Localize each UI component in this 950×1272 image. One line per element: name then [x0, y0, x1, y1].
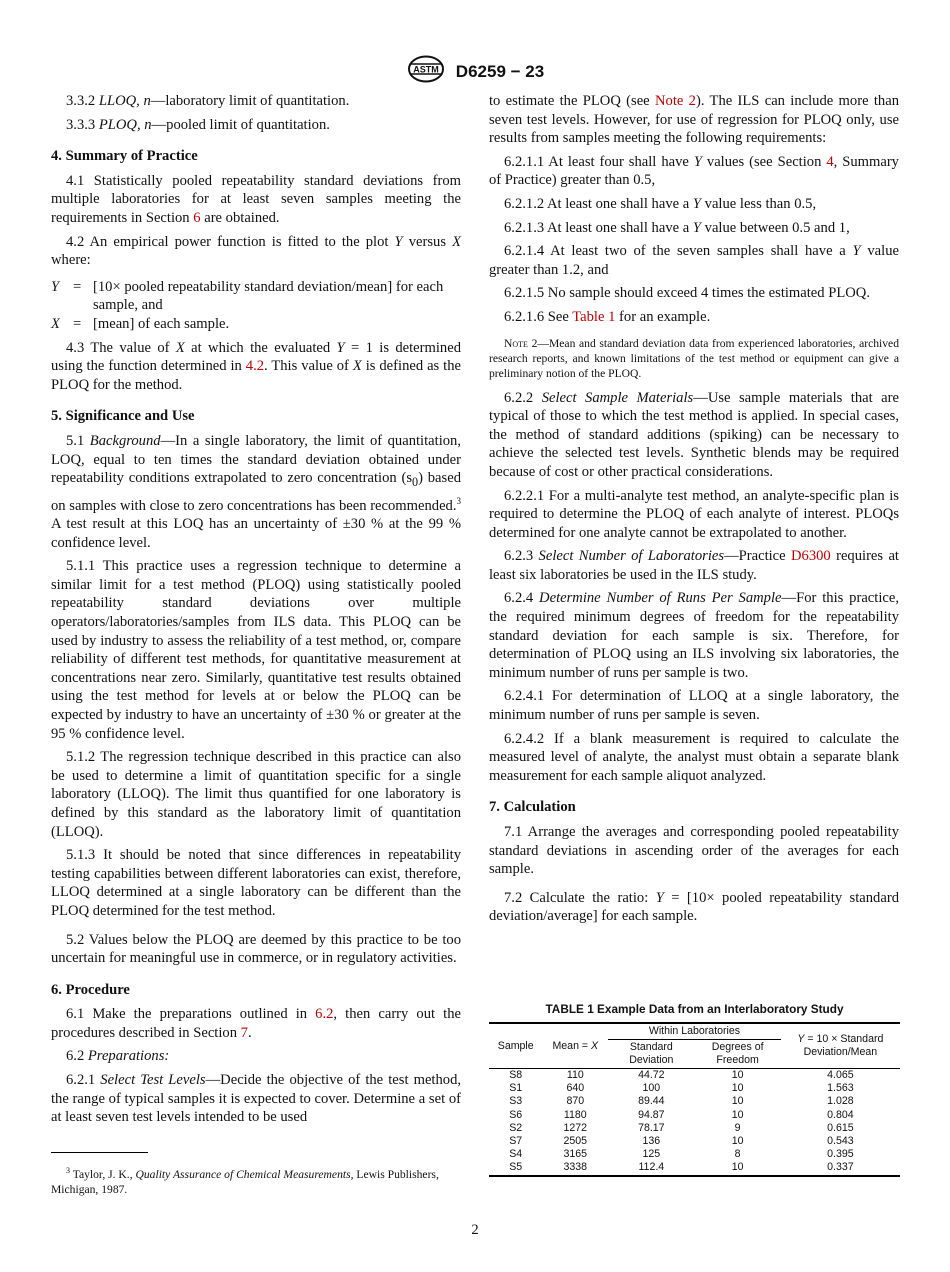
- table-cell: S2: [509, 1121, 523, 1134]
- table-cell: S8: [509, 1069, 523, 1081]
- def-x-equals: =: [73, 315, 82, 332]
- paragraph-5-1-3: 5.1.3 It should be noted that since differences in repeatability testing capabilities between different laboratories can exist, therefore, LLOQ determined at a single laboratory can be different than the PLOQ determined for the test method.: [51, 847, 461, 919]
- col-header-sample: Sample: [489, 1023, 542, 1069]
- paragraph-6-2-4-2: 6.2.4.2 If a blank measurement is required to calculate the measured level of analyte, the analyst must obtain a separate blank measurement for each sample aliquot analyzed.: [489, 730, 899, 784]
- table-row: [489, 1069, 900, 1083]
- paragraph-6-2-1-4: 6.2.1.4 At least two of the seven samples shall have a Y value greater than 1.2, and: [489, 243, 899, 278]
- table-row: [489, 1109, 900, 1122]
- col-header-dof: Degrees of Freedom: [694, 1040, 780, 1069]
- def-y-symbol: Y: [51, 278, 60, 295]
- paragraph-6-2-1-6: 6.2.1.6 See Table 1 for an example.: [504, 308, 711, 325]
- table-cell: 8: [734, 1148, 741, 1161]
- table-title: TABLE 1 Example Data from an Interlaboratory Study: [545, 1002, 844, 1016]
- table-row: [489, 1161, 900, 1175]
- footnote-ref-3: 3: [456, 495, 461, 506]
- table-row: [489, 1135, 900, 1148]
- table-cell: S4: [509, 1148, 523, 1161]
- right-column: [489, 92, 899, 931]
- table-cell: 136: [642, 1135, 661, 1148]
- table-cell: 100: [642, 1082, 661, 1095]
- paragraph-7-1: 7.1 Arrange the averages and corresponding pooled repeatability standard deviations in ascending order of the averages for each sample.: [489, 824, 899, 878]
- paragraph-6-2-2-1: 6.2.2.1 For a multi-analyte test method, an analyte-specific plan is required to determine the PLOQ of each analyte of interest. PLOQs determined for one analyte cannot be extrapolated to another.: [489, 487, 899, 541]
- table-cell: 10: [731, 1095, 744, 1108]
- section-4-heading: 4. Summary of Practice: [51, 148, 198, 165]
- table-cell: 125: [642, 1148, 661, 1161]
- section-7-link[interactable]: 7: [240, 1024, 248, 1041]
- table-cell: 2505: [563, 1135, 588, 1148]
- document-number: D6259 − 23: [455, 61, 545, 81]
- table-cell: 10: [731, 1135, 744, 1148]
- table-cell: S1: [509, 1082, 523, 1095]
- paragraph-5-2: 5.2 Values below the PLOQ are deemed by this practice to be too uncertain for meaningful use in commerce, or in regulatory activities.: [51, 931, 461, 967]
- paragraph-4-2: 4.2 An empirical power function is fitted to the plot Y versus X where:: [51, 233, 461, 269]
- table-cell: 4.065: [827, 1069, 854, 1081]
- table-cell: 78.17: [638, 1121, 665, 1134]
- table-cell: S5: [489, 1161, 542, 1175]
- paragraph-6-2-1-continued: to estimate the PLOQ (see Note 2). The ILS can include more than seven test levels. However, for use of regression for PLOQ only, use results from samples meeting the following requirements:: [489, 93, 899, 147]
- table-cell: 112.4: [608, 1161, 694, 1175]
- table-cell: 0.395: [827, 1148, 854, 1161]
- section-7-heading: 7. Calculation: [489, 799, 576, 816]
- paragraph-6-2-1-1: 6.2.1.1 At least four shall have Y values (see Section 4, Summary of Practice) greater than 0.5,: [489, 153, 899, 189]
- paragraph-6-2-4-1: 6.2.4.1 For determination of LLOQ at a single laboratory, the minimum number of runs per sample is seven.: [489, 688, 899, 724]
- col-header-y: Y = 10 × Standard Deviation/Mean: [781, 1023, 900, 1069]
- table-cell: 3165: [563, 1148, 588, 1161]
- paragraph-3-3-3: 3.3.3 PLOQ, n—pooled limit of quantitation.: [66, 116, 330, 133]
- paragraph-6-2: 6.2 Preparations:: [66, 1048, 170, 1065]
- table-cell: 0.804: [827, 1108, 854, 1121]
- table-body: [489, 1069, 900, 1176]
- table-cell: S7: [509, 1135, 523, 1148]
- page-number: 2: [471, 1222, 479, 1238]
- note-2: Note 2—Mean and standard deviation data from experienced laboratories, archived research reports, and known limitations of the test method or equipment can give a preliminary notion of the PLOQ.: [489, 336, 899, 380]
- col-header-within-labs: Within Laboratories: [608, 1023, 781, 1040]
- paragraph-5-1-2: 5.1.2 The regression technique described in this practice can also be used to determine a limit of quantitation specific for a single laboratory (LLOQ). The limit thus quantified for one laboratory is defined by this standard as the laboratory limit of quantitation (LLOQ).: [51, 749, 461, 840]
- footnote-3: $^3$ Taylor, J. K., Quality Assurance of Chemical Measurements, Lewis Publishers, Michigan, 1987.: [51, 1166, 439, 1196]
- table-cell: 10: [731, 1082, 744, 1095]
- paragraph-4-1: 4.1 Statistically pooled repeatability standard deviations from multiple laboratories for at least seven samples meeting the requirements in Section 6 are obtained.: [51, 172, 461, 226]
- note-2-link[interactable]: Note 2: [654, 93, 696, 109]
- table-cell: 1.563: [827, 1082, 854, 1095]
- footnote-divider: [51, 1152, 148, 1153]
- paragraph-6-2-1: 6.2.1 Select Test Levels—Decide the objective of the test method, the range of typical samples it is expected to cover. Determine a set of at least seven test levels intended to be used: [51, 1072, 462, 1126]
- table-row: [489, 1095, 900, 1108]
- table-cell: 110: [566, 1069, 584, 1081]
- paragraph-6-2-4: 6.2.4 Determine Number of Runs Per Sample—For this practice, the required minimum degrees of freedom for the repeatability standard deviation for each sample is six. Therefore, for determination of PLOQ using an ILS involving six laboratories, the minimum number of runs per sample is two.: [489, 590, 899, 681]
- variable-definitions: [51, 278, 461, 334]
- table-cell: 10: [694, 1161, 780, 1175]
- astm-logo-icon: [406, 54, 446, 89]
- paragraph-3-3-2: 3.3.2 LLOQ, n—laboratory limit of quantitation.: [66, 93, 350, 109]
- def-y-equals: =: [73, 278, 82, 295]
- svg-text:ASTM: ASTM: [413, 64, 439, 75]
- section-4-link[interactable]: 4: [826, 153, 834, 170]
- table-cell: 9: [734, 1121, 741, 1134]
- table-cell: 640: [566, 1082, 585, 1095]
- paragraph-4-3: 4.3 The value of X at which the evaluated Y = 1 is determined using the function determined in 4.2. This value of X is defined as the PLOQ for the method.: [51, 339, 462, 393]
- paragraph-6-2-1-5: 6.2.1.5 No sample should exceed 4 times the estimated PLOQ.: [504, 285, 870, 302]
- col-header-mean: Mean = X: [542, 1023, 608, 1069]
- section-6-heading: 6. Procedure: [51, 981, 130, 998]
- section-5-heading: 5. Significance and Use: [51, 408, 195, 425]
- left-column: [51, 92, 461, 1132]
- table-cell: 0.543: [827, 1135, 854, 1148]
- def-y-text: [10× pooled repeatability standard deviation/mean] for each sample, and: [93, 278, 444, 314]
- page-header: [0, 54, 950, 89]
- table-cell: 1180: [563, 1108, 587, 1121]
- table-row: [489, 1082, 900, 1095]
- table-cell: 89.44: [638, 1095, 665, 1108]
- col-header-std-dev: Standard Deviation: [608, 1040, 694, 1069]
- table-cell: 870: [566, 1095, 585, 1108]
- table-cell: S6: [509, 1108, 523, 1121]
- paragraph-6-1: 6.1 Make the preparations outlined in 6.2, then carry out the procedures described in Section 7.: [51, 1006, 461, 1041]
- section-6-link[interactable]: 6: [193, 209, 201, 226]
- table-1: [489, 1002, 900, 1177]
- section-6-2-link[interactable]: 6.2: [315, 1006, 334, 1023]
- table-1-link[interactable]: Table 1: [572, 308, 616, 325]
- d6300-link[interactable]: D6300: [791, 548, 831, 565]
- table-cell: S3: [509, 1095, 523, 1108]
- table-row: [489, 1122, 900, 1135]
- paragraph-5-1-1: 5.1.1 This practice uses a regression technique to determine a similar limit for a test method (PLOQ) using statistically pooled repeatability standard deviations over multiple operators/laboratories/samples from ILS data. This PLOQ can be used by industry to assess the reliability of a test method, or, compare reliability of different test methods, for quantitative measurement at concentrations near zero. Similarly, quantitative test results obtained using the test method for levels at or below the PLOQ can be expected by industry to have an uncertainty of ±30 % or greater at the 95 % confidence level.: [51, 558, 461, 742]
- paragraph-6-2-1-3: 6.2.1.3 At least one shall have a Y value between 0.5 and 1,: [504, 219, 850, 236]
- table-cell: 44.72: [638, 1069, 665, 1081]
- table-cell: 1.028: [827, 1095, 854, 1108]
- paragraph-6-2-2: 6.2.2 Select Sample Materials—Use sample materials that are typical of those to which the test method is applied. In special cases, the method of standard additions (spiking) can be necessary to achieve the selected test levels. Synthetic blends may be required because of cost or other practical considerations.: [489, 389, 899, 480]
- paragraph-5-1: 5.1 Background—In a single laboratory, the limit of quantitation, LOQ, equal to ten times the standard deviation obtained under repeatability conditions extrapolated to zero concentration $(s_0)$ based on samples with close to zero concentrations has been recommended.$^3$ A test result at this LOQ has an uncertainty of ±30 % at the 99 % confidence level.: [51, 432, 461, 551]
- def-x-text: [mean] of each sample.: [93, 315, 230, 332]
- table-cell: 3338: [542, 1161, 608, 1175]
- table-row: [489, 1148, 900, 1161]
- table-cell: 0.337: [781, 1161, 900, 1175]
- paragraph-6-2-1-2: 6.2.1.2 At least one shall have a Y value less than 0.5,: [504, 195, 817, 212]
- paragraph-7-2: 7.2 Calculate the ratio: Y = [10× pooled repeatability standard deviation/average] for each sample.: [489, 889, 899, 925]
- data-table: [489, 1022, 900, 1177]
- paragraph-6-2-3: 6.2.3 Select Number of Laboratories—Practice D6300 requires at least six laboratories be used in the ILS study.: [489, 548, 899, 583]
- def-x-symbol: X: [51, 315, 60, 332]
- table-cell: 0.615: [827, 1121, 854, 1134]
- section-4-2-link[interactable]: 4.2: [245, 358, 265, 375]
- table-cell: 94.87: [638, 1108, 665, 1121]
- table-cell: 10: [731, 1108, 744, 1121]
- table-cell: 10: [731, 1069, 744, 1081]
- table-cell: 1272: [563, 1121, 588, 1134]
